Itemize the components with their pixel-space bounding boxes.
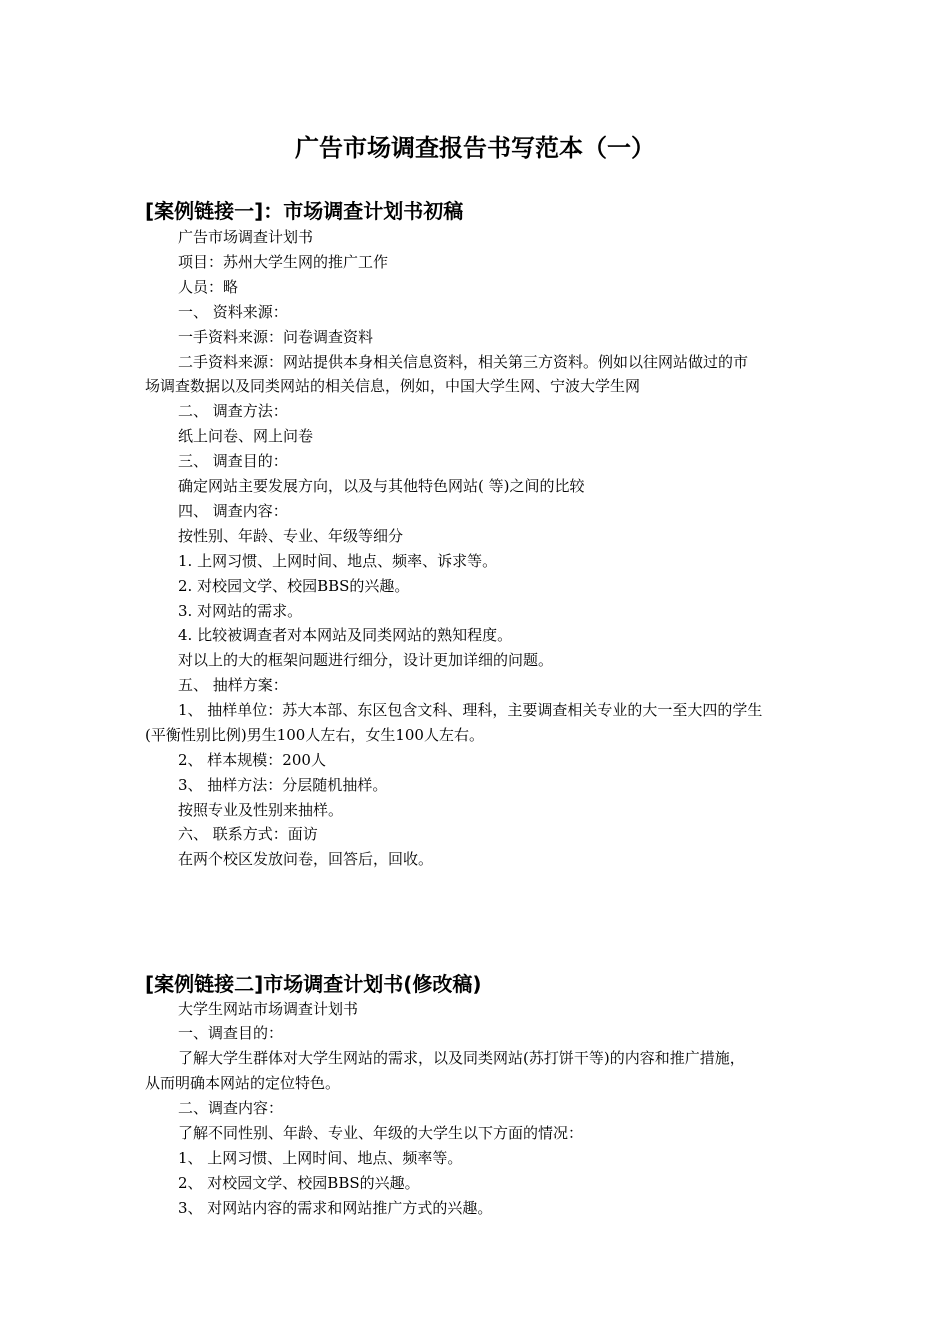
paragraph-line: 3、 抽样方法：分层随机抽样。 (178, 776, 388, 794)
paragraph-line: 大学生网站市场调查计划书 (178, 1000, 359, 1018)
paragraph-line: 1、 抽样单位：苏大本部、东区包含文科、理科，主要调查相关专业的大一至大四的学生 (178, 701, 763, 719)
paragraph-line: 1. 上网习惯、上网时间、地点、频率、诉求等。 (178, 552, 498, 570)
paragraph-line: 广告市场调查计划书 (178, 228, 314, 246)
paragraph-line: 三、 调查目的： (178, 452, 288, 470)
paragraph-line: 2、 样本规模：200人 (178, 751, 326, 769)
paragraph-line: 确定网站主要发展方向，以及与其他特色网站( 等)之间的比较 (178, 477, 585, 495)
paragraph-line: 纸上问卷、网上问卷 (178, 427, 314, 445)
paragraph-line: 一、 资料来源： (178, 303, 288, 321)
paragraph-line: 二手资料来源：网站提供本身相关信息资料，相关第三方资料。例如以往网站做过的市 (178, 353, 749, 371)
paragraph-line: 按照专业及性别来抽样。 (178, 801, 344, 819)
paragraph-line: 项目：苏州大学生网的推广工作 (178, 253, 389, 271)
paragraph-line: 从而明确本网站的定位特色。 (145, 1074, 341, 1092)
paragraph-line: 3、 对网站内容的需求和网站推广方式的兴趣。 (178, 1199, 493, 1217)
paragraph-line: 对以上的大的框架问题进行细分，设计更加详细的问题。 (178, 651, 554, 669)
paragraph-line: 场调查数据以及同类网站的相关信息，例如，中国大学生网、宁波大学生网 (145, 377, 641, 395)
paragraph-line: 人员：略 (178, 278, 239, 296)
paragraph-line: (平衡性别比例)男生100人左右，女生100人左右。 (145, 726, 484, 744)
paragraph-line: 4. 比较被调查者对本网站及同类网站的熟知程度。 (178, 626, 513, 644)
paragraph-line: 2、 对校园文学、校园BBS的兴趣。 (178, 1174, 420, 1192)
paragraph-line: 六、 联系方式：面访 (178, 825, 318, 843)
paragraph-line: 1、 上网习惯、上网时间、地点、频率等。 (178, 1149, 463, 1167)
paragraph-line: 一手资料来源：问卷调查资料 (178, 328, 374, 346)
paragraph-line: 按性别、年龄、专业、年级等细分 (178, 527, 404, 545)
paragraph-line: 了解大学生群体对大学生网站的需求，以及同类网站(苏打饼干等)的内容和推广措施， (178, 1049, 745, 1067)
paragraph-line: 了解不同性别、年龄、专业、年级的大学生以下方面的情况： (178, 1124, 584, 1142)
paragraph-line: 四、 调查内容： (178, 502, 288, 520)
paragraph-line: 一、调查目的： (178, 1024, 284, 1042)
paragraph-line: 2. 对校园文学、校园BBS的兴趣。 (178, 577, 410, 595)
paragraph-line: 3. 对网站的需求。 (178, 602, 303, 620)
paragraph-line: 在两个校区发放问卷，回答后，回收。 (178, 850, 434, 868)
section1-heading: [案例链接一]：市场调查计划书初稿 (145, 199, 464, 223)
document-title: 广告市场调查报告书写范本（一） (295, 134, 655, 162)
paragraph-line: 五、 抽样方案： (178, 676, 288, 694)
paragraph-line: 二、调查内容： (178, 1099, 284, 1117)
section2-heading: [案例链接二]市场调查计划书(修改稿) (145, 972, 482, 996)
paragraph-line: 二、 调查方法： (178, 402, 288, 420)
